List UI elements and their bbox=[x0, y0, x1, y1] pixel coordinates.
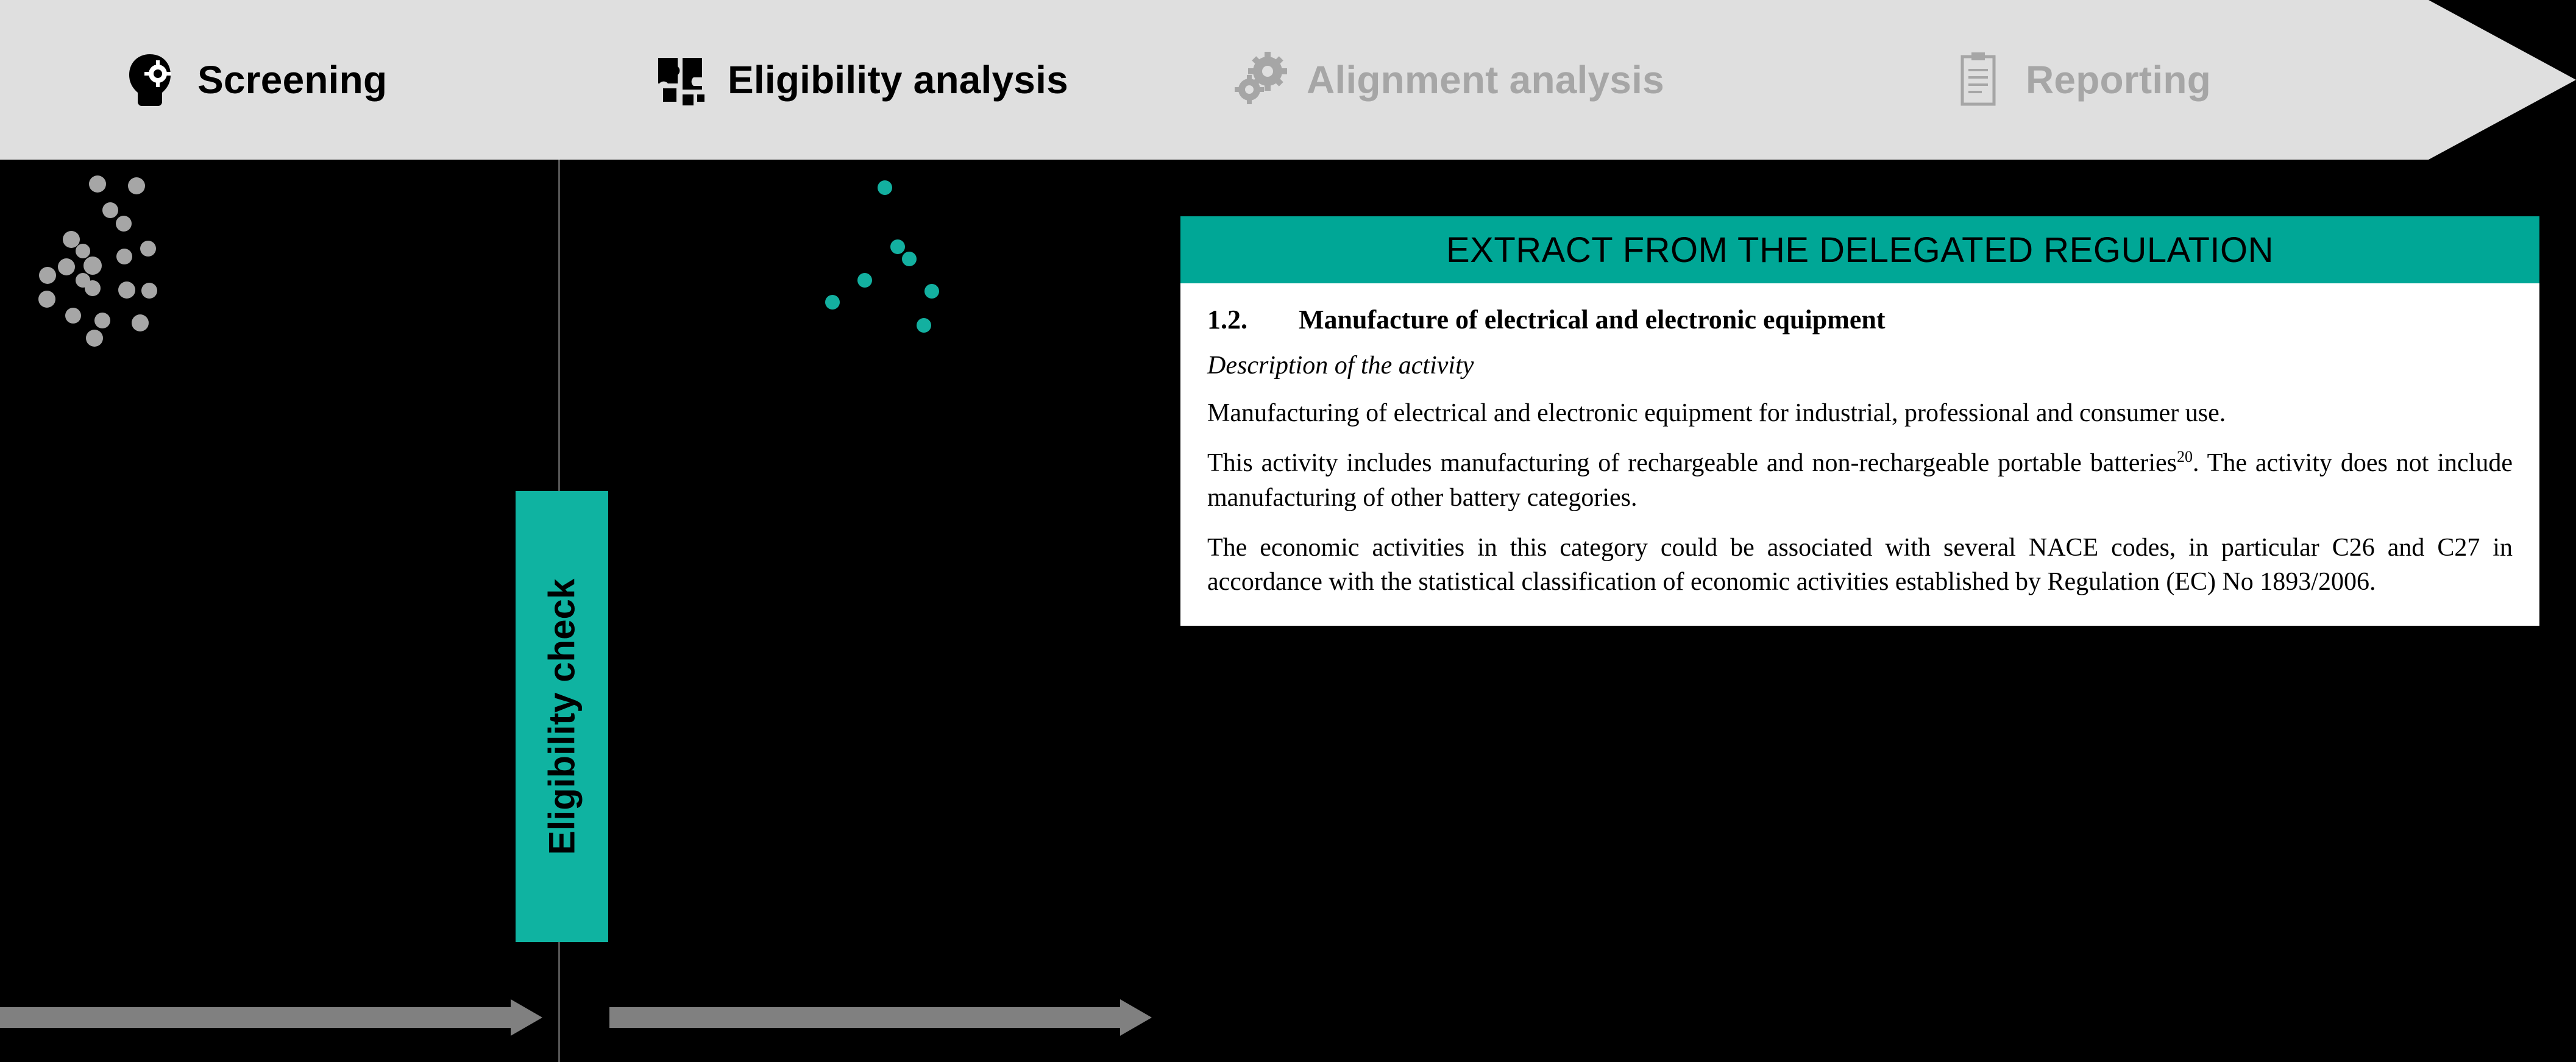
process-stage-screening[interactable] bbox=[116, 0, 387, 160]
process-stage-reporting[interactable] bbox=[1944, 0, 2211, 160]
eligibility-check-label: Eligibility check bbox=[541, 578, 583, 855]
activity-dot bbox=[83, 257, 102, 275]
activity-dot bbox=[89, 175, 106, 193]
flow-arrow-eligibility bbox=[609, 999, 1152, 1036]
activity-dot bbox=[94, 313, 110, 328]
activity-dot bbox=[102, 202, 118, 218]
dot-cloud-all-activities bbox=[0, 160, 558, 1062]
flow-arrow-screening-shaft bbox=[0, 1007, 511, 1028]
brain-gear-icon bbox=[116, 46, 184, 114]
extract-panel-header bbox=[1180, 216, 2539, 283]
gears-icon bbox=[1225, 46, 1293, 114]
dot-cloud-eligible-activities bbox=[560, 160, 1169, 1062]
activity-dot bbox=[116, 216, 132, 232]
extract-subheading: Description of the activity bbox=[1207, 352, 1474, 380]
eligible-activity-dot bbox=[902, 252, 917, 266]
process-stage-reporting-label: Reporting bbox=[2026, 58, 2211, 102]
activity-dot bbox=[65, 308, 81, 324]
activity-dot bbox=[116, 249, 132, 264]
activity-dot bbox=[85, 280, 101, 296]
flow-arrow-screening-head bbox=[511, 999, 542, 1036]
extract-panel-title: EXTRACT FROM THE DELEGATED REGULATION bbox=[1446, 230, 2274, 270]
extract-paragraph-2-after: . The activity does not include manufacturing of other battery categories. bbox=[1207, 449, 2513, 512]
eligible-activity-dot bbox=[917, 318, 931, 333]
puzzle-piece-icon bbox=[646, 46, 714, 114]
flow-arrow-eligibility-head bbox=[1120, 999, 1152, 1036]
extract-paragraph-2-before: This activity includes manufacturing of rechargeable and non-rechargeable portable batteries bbox=[1207, 449, 2177, 478]
extract-panel bbox=[1180, 216, 2539, 626]
extract-panel-body bbox=[1180, 283, 2539, 626]
activity-dot bbox=[39, 267, 56, 284]
activity-dot bbox=[118, 281, 135, 299]
clipboard-icon bbox=[1944, 46, 2012, 114]
process-banner bbox=[0, 0, 2576, 160]
extract-section-number: 1.2. bbox=[1207, 305, 1247, 335]
extract-section-title: Manufacture of electrical and electronic equipment bbox=[1299, 305, 1886, 335]
activity-dot bbox=[76, 244, 90, 258]
activity-dot bbox=[132, 314, 149, 331]
activity-dot bbox=[128, 177, 145, 194]
process-stage-eligibility-label: Eligibility analysis bbox=[728, 58, 1068, 102]
activity-dot bbox=[58, 258, 75, 275]
process-stage-eligibility[interactable] bbox=[646, 0, 1068, 160]
activity-dot bbox=[86, 330, 103, 347]
eligible-activity-dot bbox=[857, 273, 872, 288]
extract-paragraph-1: Manufacturing of electrical and electronic equipment for industrial, professional and consumer use. bbox=[1207, 399, 2226, 427]
activity-dot bbox=[140, 241, 156, 257]
extract-section-heading bbox=[1207, 304, 2513, 335]
activity-dot bbox=[141, 283, 157, 299]
eligible-activity-dot bbox=[890, 239, 905, 254]
flow-arrow-eligibility-shaft bbox=[609, 1007, 1120, 1028]
process-stage-alignment-label: Alignment analysis bbox=[1307, 58, 1664, 102]
process-stage-screening-label: Screening bbox=[197, 58, 388, 102]
extract-paragraph-2 bbox=[1207, 446, 2513, 515]
process-stage-alignment[interactable] bbox=[1225, 0, 1664, 160]
flow-arrow-screening bbox=[0, 999, 542, 1036]
eligible-activity-dot bbox=[878, 180, 892, 195]
extract-paragraph-3: The economic activities in this category could be associated with several NACE codes, in particular C26 and C27 in accordance with the statistical classification of economic activities established by Regulation (EC) No 1893/2006. bbox=[1207, 533, 2513, 596]
footnote-reference: 20 bbox=[2176, 448, 2193, 466]
eligible-activity-dot bbox=[924, 284, 939, 299]
eligibility-check-filter-bar bbox=[516, 491, 608, 942]
activity-dot bbox=[38, 291, 55, 308]
eligible-activity-dot bbox=[825, 295, 840, 310]
